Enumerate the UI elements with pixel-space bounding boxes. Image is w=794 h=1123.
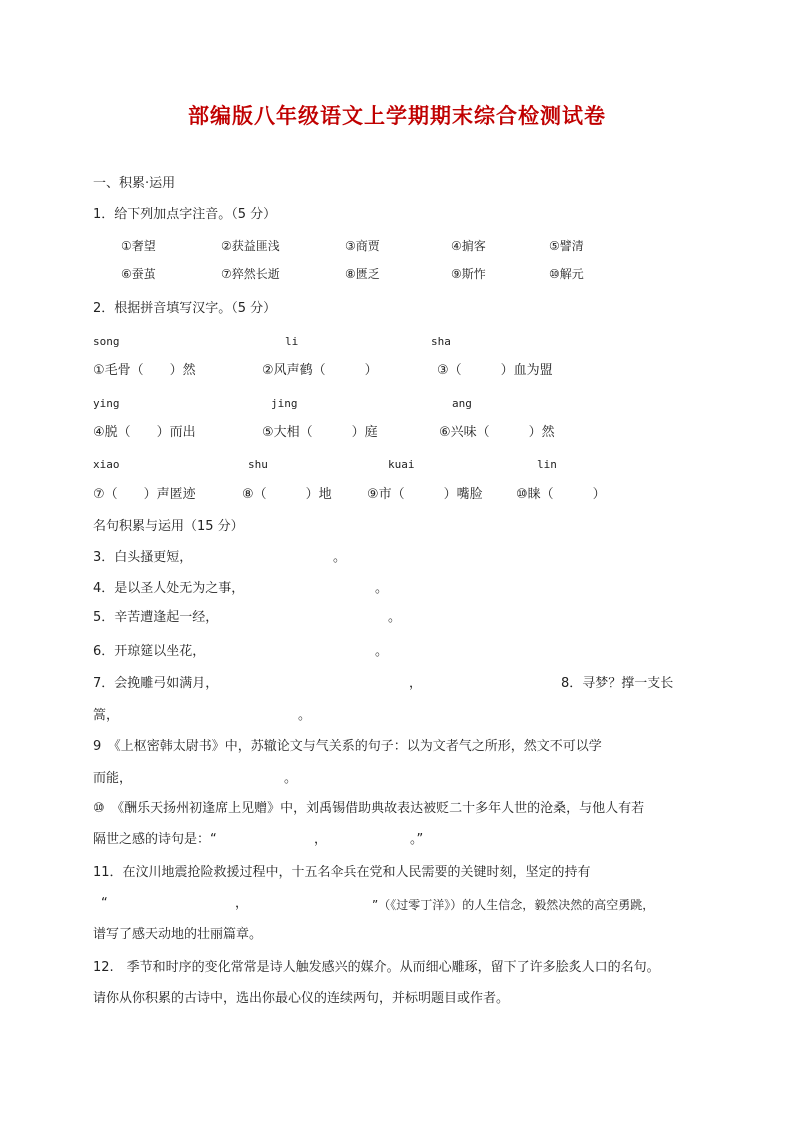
pinyin: ying — [93, 397, 120, 410]
q2-blank: ③（ ）血为盟 — [437, 363, 553, 378]
pinyin: song — [93, 335, 120, 348]
q9-text: 9 《上枢密韩太尉书》中，苏辙论文与气关系的句子：以为文者气之所形，然文不可以学 — [93, 739, 602, 754]
pinyin: lin — [537, 458, 557, 471]
q5-text: 5．辛苦遭逢起一经， — [93, 610, 219, 625]
section-accumulation: 一、积累·运用 — [93, 176, 176, 191]
q5-end: 。 — [388, 610, 402, 625]
q1-item: ④掮客 — [451, 239, 486, 253]
pinyin: ang — [452, 397, 472, 410]
pinyin: sha — [431, 335, 451, 348]
q2-blank: ②风声鹤（ ） — [262, 363, 378, 378]
q1-item: ⑧匮乏 — [345, 267, 380, 281]
q6-text: 6．开琼筵以坐花， — [93, 644, 206, 659]
q1-item: ⑤譬清 — [549, 239, 584, 253]
q2-blank: ⑥兴味（ ）然 — [439, 425, 555, 440]
pinyin: li — [285, 335, 299, 348]
q1-item: ⑦猝然长逝 — [221, 267, 280, 281]
q8-text: 8．寻梦？撑一支长 — [561, 676, 674, 691]
q11-end: 谱写了感天动地的壮丽篇章。 — [93, 927, 263, 942]
q1-item: ⑩解元 — [549, 267, 584, 281]
pinyin: jing — [271, 397, 298, 410]
q1-item: ⑥蚕茧 — [121, 267, 156, 281]
q12-text: 12. 季节和时序的变化常常是诗人触发感兴的媒介。从而细心雕琢，留下了许多脍炙人口的名句。 — [93, 960, 660, 975]
q1-item: ①奢望 — [121, 239, 156, 253]
q8-cont: 篙， — [93, 708, 120, 723]
page-title: 部编版八年级语文上学期期末综合检测试卷 — [188, 103, 606, 128]
q9-cont: 而能， — [93, 771, 133, 786]
q2-blank: ⑦（ ）声匿迹 — [93, 487, 196, 502]
pinyin: shu — [248, 458, 268, 471]
q10-comma: ， — [314, 832, 328, 847]
q10-end: 。” — [410, 832, 424, 847]
q2-blank: ⑨市（ ）嘴脸 — [367, 487, 483, 502]
q2-blank: ⑧（ ）地 — [242, 487, 332, 502]
q9-end: 。 — [284, 771, 298, 786]
q11-cont: ”（《过零丁洋》）的人生信念，毅然决然的高空勇跳， — [372, 898, 655, 912]
q3-end: 。 — [333, 550, 347, 565]
q2-blank: ④脱（ ）而出 — [93, 425, 196, 440]
q11-comma: ， — [235, 896, 249, 911]
q2-blank: ⑩睐（ ） — [516, 487, 606, 502]
q4-text: 4．是以圣人处无为之事， — [93, 581, 245, 596]
pinyin: xiao — [93, 458, 120, 471]
q11-text: 11．在汶川地震抢险救援过程中，十五名伞兵在党和人民需要的关键时刻，坚定的持有 — [93, 865, 591, 880]
q1-item: ②获益匪浅 — [221, 239, 280, 253]
q7-text: 7．会挽雕弓如满月， — [93, 676, 219, 691]
q12-cont: 请你从你积累的古诗中，选出你最心仪的连续两句，并标明题目或作者。 — [93, 991, 510, 1006]
q4-end: 。 — [375, 581, 389, 596]
q1-item: ③商贾 — [345, 239, 380, 253]
q10-cont: 隔世之感的诗句是：“ — [93, 832, 217, 847]
q1-prompt: 1．给下列加点字注音。（5 分） — [93, 207, 277, 222]
q7-comma: ， — [409, 676, 423, 691]
q2-blank: ①毛骨（ ）然 — [93, 363, 196, 378]
q1-item: ⑨斯怍 — [451, 267, 486, 281]
q8-end: 。 — [298, 708, 312, 723]
q10-text: ⑩ 《酬乐天扬州初逢席上见赠》中，刘禹锡借助典故表达被贬二十多年人世的沧桑，与他人有若 — [93, 801, 645, 816]
q11-open-quote: “ — [101, 896, 108, 911]
section-famous-lines: 名句积累与运用（15 分） — [93, 519, 244, 534]
q6-end: 。 — [375, 644, 389, 659]
q2-blank: ⑤大相（ ）庭 — [262, 425, 378, 440]
q2-prompt: 2．根据拼音填写汉字。（5 分） — [93, 301, 277, 316]
q3-text: 3．白头搔更短， — [93, 550, 193, 565]
pinyin: kuai — [388, 458, 415, 471]
